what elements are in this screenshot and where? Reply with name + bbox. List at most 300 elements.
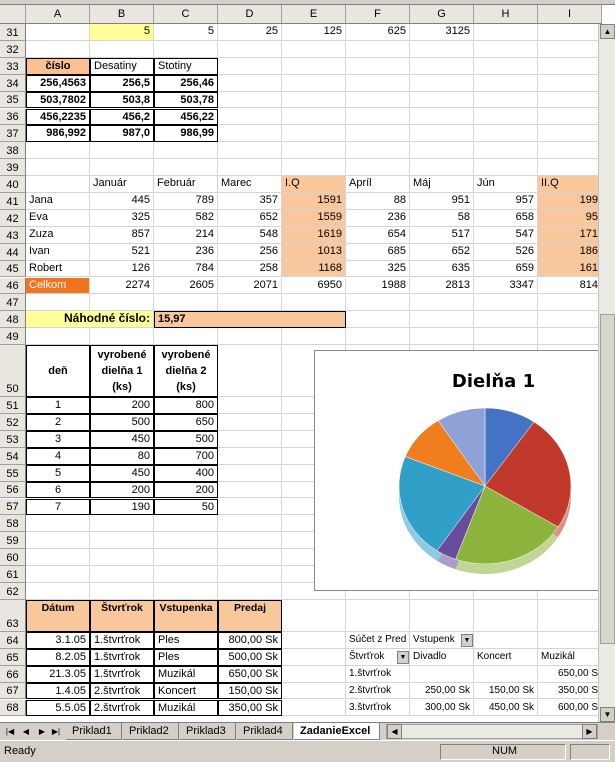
row-header[interactable]: 35 [0,92,26,109]
sales-cell[interactable]: 547 [474,227,538,244]
orders-cell[interactable]: 2.štvrťrok [90,700,154,717]
scroll-down-button[interactable]: ▼ [600,707,615,722]
empty-cell[interactable] [474,328,538,345]
power-cell[interactable]: 3125 [410,24,474,41]
row-header[interactable]: 31 [0,24,26,41]
empty-cell[interactable] [410,41,474,58]
total-cell[interactable]: 814 [538,278,602,295]
pivot-cell[interactable]: 300,00 Sk [410,700,474,717]
empty-cell[interactable] [90,159,154,176]
dropdown-arrow-icon[interactable]: ▼ [461,634,473,647]
sales-header[interactable]: Február [154,176,218,193]
empty-cell[interactable] [474,159,538,176]
orders-cell[interactable]: 2.štvrťrok [90,683,154,700]
rounding-header[interactable]: Stotiny [154,58,218,75]
column-header-e[interactable]: E [282,5,346,24]
empty-cell[interactable] [282,683,346,700]
empty-cell[interactable] [90,583,154,600]
orders-cell[interactable]: 8.2.05 [26,649,90,666]
pivot-cell[interactable]: 350,00 S [538,683,602,700]
production-value[interactable]: 450 [90,465,154,482]
row-header[interactable]: 51 [0,397,26,414]
empty-cell[interactable] [538,632,602,649]
empty-cell[interactable] [282,666,346,683]
empty-cell[interactable] [90,532,154,549]
empty-cell[interactable] [538,600,602,632]
sales-cell[interactable]: 658 [474,210,538,227]
sales-cell[interactable]: 161 [538,261,602,278]
sheet-tab[interactable]: Priklad2 [123,723,179,740]
empty-cell[interactable] [218,499,282,516]
production-value[interactable]: 200 [90,482,154,499]
sales-cell[interactable]: Ivan [26,244,90,261]
row-header[interactable]: 53 [0,431,26,448]
pivot-row-field[interactable]: Štvrťrok [346,649,410,666]
empty-cell[interactable] [218,75,282,92]
empty-cell[interactable] [154,41,218,58]
empty-cell[interactable] [410,58,474,75]
sales-cell[interactable]: 199 [538,193,602,210]
production-value[interactable]: 200 [154,482,218,499]
orders-cell[interactable]: 650,00 Sk [218,666,282,683]
column-header-b[interactable]: B [90,5,154,24]
empty-cell[interactable] [346,294,410,311]
sales-header[interactable]: I.Q [282,176,346,193]
sales-cell[interactable]: 1619 [282,227,346,244]
empty-cell[interactable] [282,159,346,176]
sales-cell[interactable]: 256 [218,244,282,261]
orders-header[interactable]: Dátum [26,600,90,632]
empty-cell[interactable] [410,294,474,311]
empty-cell[interactable] [346,75,410,92]
empty-cell[interactable] [26,294,90,311]
production-day[interactable]: 1 [26,397,90,414]
empty-cell[interactable] [282,294,346,311]
empty-cell[interactable] [474,125,538,142]
empty-cell[interactable] [218,345,282,397]
production-value[interactable]: 800 [154,397,218,414]
row-header[interactable]: 32 [0,41,26,58]
empty-cell[interactable] [282,328,346,345]
empty-cell[interactable] [538,125,602,142]
pivot-cell[interactable]: 2.štvrťrok [346,683,410,700]
empty-cell[interactable] [26,41,90,58]
empty-cell[interactable] [218,109,282,126]
empty-cell[interactable] [282,600,346,632]
pivot-col-item[interactable]: Divadlo [410,649,474,666]
empty-cell[interactable] [218,549,282,566]
production-day[interactable]: 4 [26,448,90,465]
sheet-tab[interactable]: Priklad4 [237,723,293,740]
empty-cell[interactable] [538,328,602,345]
rounding-value[interactable]: 987,0 [90,125,154,142]
empty-cell[interactable] [282,75,346,92]
orders-cell[interactable]: 800,00 Sk [218,632,282,649]
empty-cell[interactable] [346,142,410,159]
total-cell[interactable]: 2605 [154,278,218,295]
row-header[interactable]: 67 [0,683,26,700]
sales-cell[interactable]: 659 [474,261,538,278]
sales-header[interactable]: Apríl [346,176,410,193]
next-sheet-icon[interactable]: ▶ [38,727,46,736]
rounding-value[interactable]: 986,99 [154,125,218,142]
empty-cell[interactable] [26,583,90,600]
empty-cell[interactable] [90,294,154,311]
total-cell[interactable]: 2813 [410,278,474,295]
production-value[interactable]: 50 [154,499,218,516]
row-header[interactable]: 58 [0,515,26,532]
empty-cell[interactable] [90,142,154,159]
total-cell[interactable]: 6950 [282,278,346,295]
production-value[interactable]: 190 [90,499,154,516]
empty-cell[interactable] [410,328,474,345]
sales-cell[interactable]: 517 [410,227,474,244]
sales-cell[interactable]: Robert [26,261,90,278]
pivot-cell[interactable]: 450,00 Sk [474,700,538,717]
empty-cell[interactable] [282,142,346,159]
row-header[interactable]: 33 [0,58,26,75]
empty-cell[interactable] [538,294,602,311]
production-header[interactable]: deň [26,345,90,397]
orders-cell[interactable]: Ples [154,649,218,666]
horizontal-scrollbar[interactable] [386,724,598,739]
empty-cell[interactable] [346,92,410,109]
sales-cell[interactable]: 236 [346,210,410,227]
orders-cell[interactable]: 1.štvrťrok [90,649,154,666]
sales-cell[interactable]: 1591 [282,193,346,210]
sales-cell[interactable]: 214 [154,227,218,244]
empty-cell[interactable] [410,75,474,92]
rounding-value[interactable]: 256,5 [90,75,154,92]
production-day[interactable]: 7 [26,499,90,516]
empty-cell[interactable] [410,159,474,176]
rounding-value[interactable]: 986,992 [26,125,90,142]
empty-cell[interactable] [282,125,346,142]
sales-cell[interactable]: 357 [218,193,282,210]
empty-cell[interactable] [474,600,538,632]
row-header[interactable]: 47 [0,294,26,311]
empty-cell[interactable] [90,328,154,345]
rounding-value[interactable]: 503,8 [90,92,154,109]
rounding-value[interactable]: 503,7802 [26,92,90,109]
empty-cell[interactable] [346,600,410,632]
empty-cell[interactable] [218,448,282,465]
random-value[interactable]: 15,97 [154,311,346,328]
empty-cell[interactable] [538,311,602,328]
empty-cell[interactable] [218,142,282,159]
sales-cell[interactable]: 521 [90,244,154,261]
production-value[interactable]: 700 [154,448,218,465]
empty-cell[interactable] [154,532,218,549]
column-header-c[interactable]: C [154,5,218,24]
row-header[interactable]: 65 [0,649,26,666]
production-value[interactable]: 500 [90,414,154,431]
row-header[interactable]: 38 [0,142,26,159]
pie-chart[interactable] [314,350,601,591]
row-header[interactable]: 63 [0,600,26,632]
sales-cell[interactable]: 1559 [282,210,346,227]
empty-cell[interactable] [474,294,538,311]
empty-cell[interactable] [474,24,538,41]
orders-cell[interactable]: 5.5.05 [26,700,90,717]
sales-cell[interactable]: 582 [154,210,218,227]
row-header[interactable]: 57 [0,499,26,516]
empty-cell[interactable] [282,41,346,58]
empty-cell[interactable] [26,24,90,41]
row-header[interactable]: 42 [0,210,26,227]
sales-header[interactable]: Jún [474,176,538,193]
empty-cell[interactable] [346,125,410,142]
row-header[interactable]: 62 [0,583,26,600]
empty-cell[interactable] [538,109,602,126]
sales-cell[interactable]: 325 [90,210,154,227]
orders-header[interactable]: Vstupenka [154,600,218,632]
power-cell[interactable]: 5 [154,24,218,41]
sales-header[interactable]: Máj [410,176,474,193]
rounding-value[interactable]: 256,46 [154,75,218,92]
orders-cell[interactable]: Muzikál [154,666,218,683]
sales-cell[interactable]: 236 [154,244,218,261]
empty-cell[interactable] [154,583,218,600]
empty-cell[interactable] [346,58,410,75]
empty-cell[interactable] [282,109,346,126]
prev-sheet-icon[interactable]: ◀ [22,727,30,736]
row-header[interactable]: 48 [0,311,26,328]
row-header[interactable]: 56 [0,482,26,499]
empty-cell[interactable] [90,515,154,532]
pivot-col-item[interactable]: Koncert [474,649,538,666]
sales-cell[interactable]: 652 [410,244,474,261]
empty-cell[interactable] [282,92,346,109]
sales-cell[interactable]: 95 [538,210,602,227]
sales-cell[interactable]: 957 [474,193,538,210]
empty-cell[interactable] [282,632,346,649]
total-cell[interactable]: 2071 [218,278,282,295]
empty-cell[interactable] [474,142,538,159]
empty-cell[interactable] [26,328,90,345]
row-header[interactable]: 41 [0,193,26,210]
power-cell[interactable]: 125 [282,24,346,41]
empty-cell[interactable] [538,75,602,92]
empty-cell[interactable] [90,549,154,566]
empty-cell[interactable] [346,159,410,176]
orders-cell[interactable]: 1.štvrťrok [90,666,154,683]
sales-header[interactable]: Marec [218,176,282,193]
sales-cell[interactable]: 88 [346,193,410,210]
orders-cell[interactable]: Muzikál [154,700,218,717]
empty-cell[interactable] [90,566,154,583]
production-value[interactable]: 500 [154,431,218,448]
empty-cell[interactable] [90,41,154,58]
empty-cell[interactable] [218,515,282,532]
column-header-g[interactable]: G [410,5,474,24]
power-cell[interactable]: 625 [346,24,410,41]
sales-cell[interactable]: 171 [538,227,602,244]
sales-cell[interactable]: 1168 [282,261,346,278]
orders-cell[interactable]: 1.štvrťrok [90,632,154,649]
empty-cell[interactable] [218,431,282,448]
pivot-cell[interactable] [410,666,474,683]
scroll-right-button[interactable]: ▶ [582,724,597,739]
empty-cell[interactable] [410,142,474,159]
pivot-cell[interactable]: 150,00 Sk [474,683,538,700]
empty-cell[interactable] [474,75,538,92]
sales-cell[interactable]: 548 [218,227,282,244]
empty-cell[interactable] [346,311,410,328]
production-header[interactable]: vyrobené dielňa 2 (ks) [154,345,218,397]
empty-cell[interactable] [410,109,474,126]
row-header[interactable]: 39 [0,159,26,176]
empty-cell[interactable] [538,24,602,41]
orders-header[interactable]: Štvrťrok [90,600,154,632]
production-header[interactable]: vyrobené dielňa 1 (ks) [90,345,154,397]
empty-cell[interactable] [538,92,602,109]
empty-cell[interactable] [282,649,346,666]
empty-cell[interactable] [218,92,282,109]
empty-cell[interactable] [218,414,282,431]
sales-cell[interactable]: 857 [90,227,154,244]
empty-cell[interactable] [538,142,602,159]
sales-cell[interactable]: Jana [26,193,90,210]
empty-cell[interactable] [282,58,346,75]
sales-cell[interactable]: 652 [218,210,282,227]
row-header[interactable]: 43 [0,227,26,244]
row-header[interactable]: 68 [0,700,26,717]
column-header-i[interactable]: I [538,5,602,24]
pivot-cell[interactable]: 1.štvrťrok [346,666,410,683]
sales-cell[interactable]: 58 [410,210,474,227]
sales-header[interactable]: Január [90,176,154,193]
empty-cell[interactable] [218,465,282,482]
orders-cell[interactable]: 1.4.05 [26,683,90,700]
empty-cell[interactable] [218,328,282,345]
row-header[interactable]: 46 [0,278,26,295]
sales-cell[interactable]: 784 [154,261,218,278]
dropdown-arrow-icon[interactable]: ▼ [397,651,409,664]
row-header[interactable]: 49 [0,328,26,345]
rounding-value[interactable]: 256,4563 [26,75,90,92]
orders-cell[interactable]: 350,00 Sk [218,700,282,717]
empty-cell[interactable] [410,125,474,142]
empty-cell[interactable] [538,159,602,176]
row-header[interactable]: 36 [0,109,26,126]
row-header[interactable]: 64 [0,632,26,649]
random-label[interactable]: Náhodné číslo: [26,311,154,328]
row-header[interactable]: 60 [0,549,26,566]
empty-cell[interactable] [26,176,90,193]
pivot-col-item[interactable]: Muzikál [538,649,602,666]
power-cell[interactable]: 5 [90,24,154,41]
sales-cell[interactable]: 1013 [282,244,346,261]
production-value[interactable]: 200 [90,397,154,414]
empty-cell[interactable] [26,142,90,159]
column-header-f[interactable]: F [346,5,410,24]
total-cell[interactable]: 2274 [90,278,154,295]
empty-cell[interactable] [218,583,282,600]
vertical-scrollbar[interactable] [598,24,615,722]
orders-cell[interactable]: Koncert [154,683,218,700]
production-value[interactable]: 80 [90,448,154,465]
row-header[interactable]: 45 [0,261,26,278]
select-all-corner[interactable] [0,5,26,24]
row-header[interactable]: 44 [0,244,26,261]
orders-cell[interactable]: 500,00 Sk [218,649,282,666]
sales-cell[interactable]: 186 [538,244,602,261]
empty-cell[interactable] [218,159,282,176]
production-day[interactable]: 2 [26,414,90,431]
row-header[interactable]: 52 [0,414,26,431]
empty-cell[interactable] [218,41,282,58]
total-cell[interactable]: 1988 [346,278,410,295]
rounding-value[interactable]: 456,2 [90,109,154,126]
rounding-value[interactable]: 503,78 [154,92,218,109]
pivot-data-field[interactable]: Súčet z Pred [346,632,410,649]
empty-cell[interactable] [346,328,410,345]
empty-cell[interactable] [26,566,90,583]
last-sheet-icon[interactable]: ▶| [51,727,61,736]
row-header[interactable]: 40 [0,176,26,193]
production-value[interactable]: 650 [154,414,218,431]
production-day[interactable]: 6 [26,482,90,499]
orders-cell[interactable]: Ples [154,632,218,649]
empty-cell[interactable] [474,41,538,58]
vertical-scroll-thumb[interactable] [600,314,615,644]
total-label[interactable]: Celkom [26,278,90,295]
orders-cell[interactable]: 3.1.05 [26,632,90,649]
row-header[interactable]: 54 [0,448,26,465]
column-header-h[interactable]: H [474,5,538,24]
power-cell[interactable]: 25 [218,24,282,41]
row-header[interactable]: 37 [0,125,26,142]
production-day[interactable]: 3 [26,431,90,448]
empty-cell[interactable] [538,58,602,75]
empty-cell[interactable] [154,328,218,345]
sheet-tab[interactable]: Priklad3 [180,723,236,740]
empty-cell[interactable] [154,515,218,532]
empty-cell[interactable] [474,92,538,109]
empty-cell[interactable] [538,41,602,58]
sheet-tab[interactable]: Priklad1 [66,723,122,740]
pivot-col-field[interactable]: Vstupenk [410,632,474,649]
row-header[interactable]: 55 [0,465,26,482]
empty-cell[interactable] [346,109,410,126]
empty-cell[interactable] [218,125,282,142]
row-header[interactable]: 34 [0,75,26,92]
scroll-up-button[interactable]: ▲ [600,24,615,39]
orders-cell[interactable]: 150,00 Sk [218,683,282,700]
sales-cell[interactable]: 951 [410,193,474,210]
pivot-cell[interactable]: 650,00 S [538,666,602,683]
sales-cell[interactable]: Zuza [26,227,90,244]
sheet-tab[interactable]: ZadanieExcel [294,723,380,740]
first-sheet-icon[interactable]: |◀ [5,727,15,736]
production-day[interactable]: 5 [26,465,90,482]
empty-cell[interactable] [218,532,282,549]
sales-cell[interactable]: 126 [90,261,154,278]
column-header-d[interactable]: D [218,5,282,24]
empty-cell[interactable] [474,632,538,649]
pivot-cell[interactable]: 3.štvrťrok [346,700,410,717]
orders-header[interactable]: Predaj [218,600,282,632]
empty-cell[interactable] [474,109,538,126]
row-header[interactable]: 50 [0,345,26,397]
empty-cell[interactable] [474,311,538,328]
empty-cell[interactable] [26,159,90,176]
sales-cell[interactable]: 526 [474,244,538,261]
row-header[interactable]: 66 [0,666,26,683]
empty-cell[interactable] [218,566,282,583]
empty-cell[interactable] [154,294,218,311]
